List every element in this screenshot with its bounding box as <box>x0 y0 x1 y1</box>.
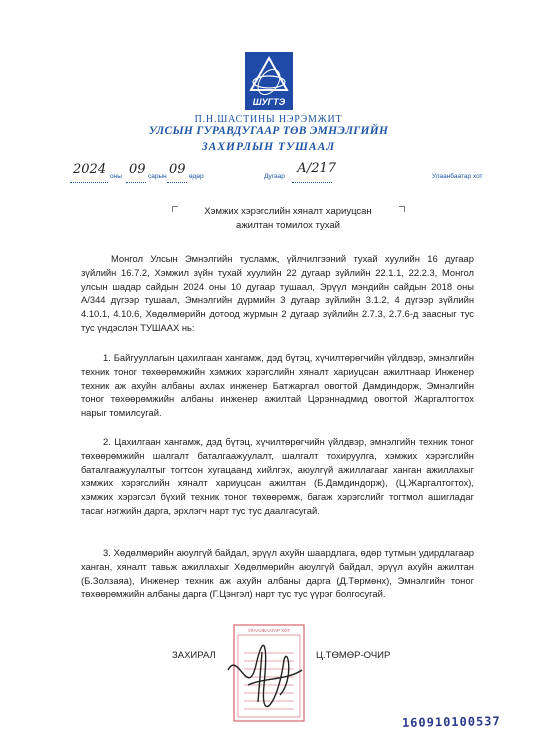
registration-number: 160910100537 <box>401 714 501 730</box>
subject <box>172 205 404 233</box>
order-item-3: 3. Хөдөлмөрийн аюулгүй байдал, эрүүл ахуйн шаардлага, өдөр тутмын удирдлагаар ханган, хяналт тавьж ажиллахыг Хөдөлмөрийн аюулгүй байдал, эрүүл ахуйн ажилтан (Б.Золзаяа), Инженер техник аж ахуйн албаны дарга (Д.Төрмөнх), Эмнэлгийн тоног төхөөрөмжийн албаны дарга (Г.Цэнгэл) нарт тус тус үүрэг болгосугай. <box>81 547 474 600</box>
svg-text:УЛААНБААТАР ХОТ: УЛААНБААТАР ХОТ <box>247 628 291 633</box>
logo-text: ШУГТЭ <box>252 97 286 107</box>
order-number: А/217 <box>297 161 337 176</box>
day-value: 09 <box>169 162 186 177</box>
order-item-1: 1. Байгууллагын цахилгаан хангамж, дэд бүтэц, хүчилтөрөгчийн үйлдвэр, эмнэлгийн техник тоног төхөөрөмжийн хэмжих хэрэгслийн хяналт хариуцсан ажилтнаар Инженер техник аж ахуйн албаны ахлах инженер Батжаргал овогтой Дамдиндорж, Эмнэлгийн тоног төхөөрөмжийн албаны инженер ажилтай Цэрэннадмид овогтой Жаргалтогтох нарыг томилсугай. <box>81 352 474 419</box>
place-label: Улаанбаатар хот <box>432 173 483 180</box>
year-value: 2024 <box>73 162 107 177</box>
director-signature <box>218 640 308 710</box>
day-label: өдөр <box>189 173 204 180</box>
order-item-2: 2. Цахилгаан хангамж, дэд бүтэц, хүчилтөрөгчийн үйлдвэр, эмнэлгийн техник тоног төхөөрөмжийн шалгалт баталгаажуулалт, шалгалт тохируулга, хэмжих хэрэгслийн баталгаажуулалтыг тогтсон хугацаанд хийлгэх, аюулгүй ажиллагааг ханган ажиллахыг хэмжих хэрэгслийн хяналт хариуцсан ажилтан (Б.Дамдиндорж), (Ц.Жаргалтогтох), хэмжих хэрэгсэл бүхий техник тоног төхөөрөмж, багаж хэрэгслийг тогтмол ашигладаг тасаг нэгжийн дарга, эрхлэгч нарт тус тус даалгасугай. <box>81 436 474 516</box>
signatory-title: ЗАХИРАЛ <box>172 650 216 661</box>
month-label: сарын <box>148 173 167 180</box>
institution-subtitle: П.Н.ШАСТИНЫ НЭРЭМЖИТ <box>194 114 343 125</box>
preamble-paragraph: Монгол Улсын Эмнэлгийн тусламж, үйлчилгээний тухай хуулийн 16 дугаар зүйлийн 16.7.2, Хэмжил зүйн тухай хуулийн 22 дугаар зүйлийн 22.1.1, 22.2.3, Монгол улсын шадар сайдын 2024 оны 10 дугаар тушаал, Эрүүл мэндийн сайдын 2018 оны А/344 дүгээр тушаал, Эмнэлгийн дүрмийн 3 дугаар зүйлийн 3.1.2, 4 дүгээр зүйлийн 4.10.1, 4.10.6, Хөдөлмөрийн дотоод журмын 2 дугаар зүйлийн 2.7.3, 2.7.6-д заасныг тус тус үндэслэн ТУШААХ нь: <box>81 253 474 333</box>
month-value: 09 <box>129 162 146 177</box>
institution-name: УЛСЫН ГУРАВДУГААР ТӨВ ЭМНЭЛГИЙН <box>148 125 389 137</box>
dateline <box>0 160 537 184</box>
signatory-name: Ц.ТӨМӨР-ОЧИР <box>316 650 391 661</box>
hospital-logo <box>245 52 293 110</box>
subject-line-1: Хэмжих хэрэгслийн хяналт хариуцсан <box>204 206 372 217</box>
subject-line-2: ажилтан томилох тухай <box>236 220 340 231</box>
number-label: Дугаар <box>264 173 285 180</box>
year-label: оны <box>110 173 122 180</box>
document-type: ЗАХИРЛЫН ТУШААЛ <box>201 141 336 153</box>
